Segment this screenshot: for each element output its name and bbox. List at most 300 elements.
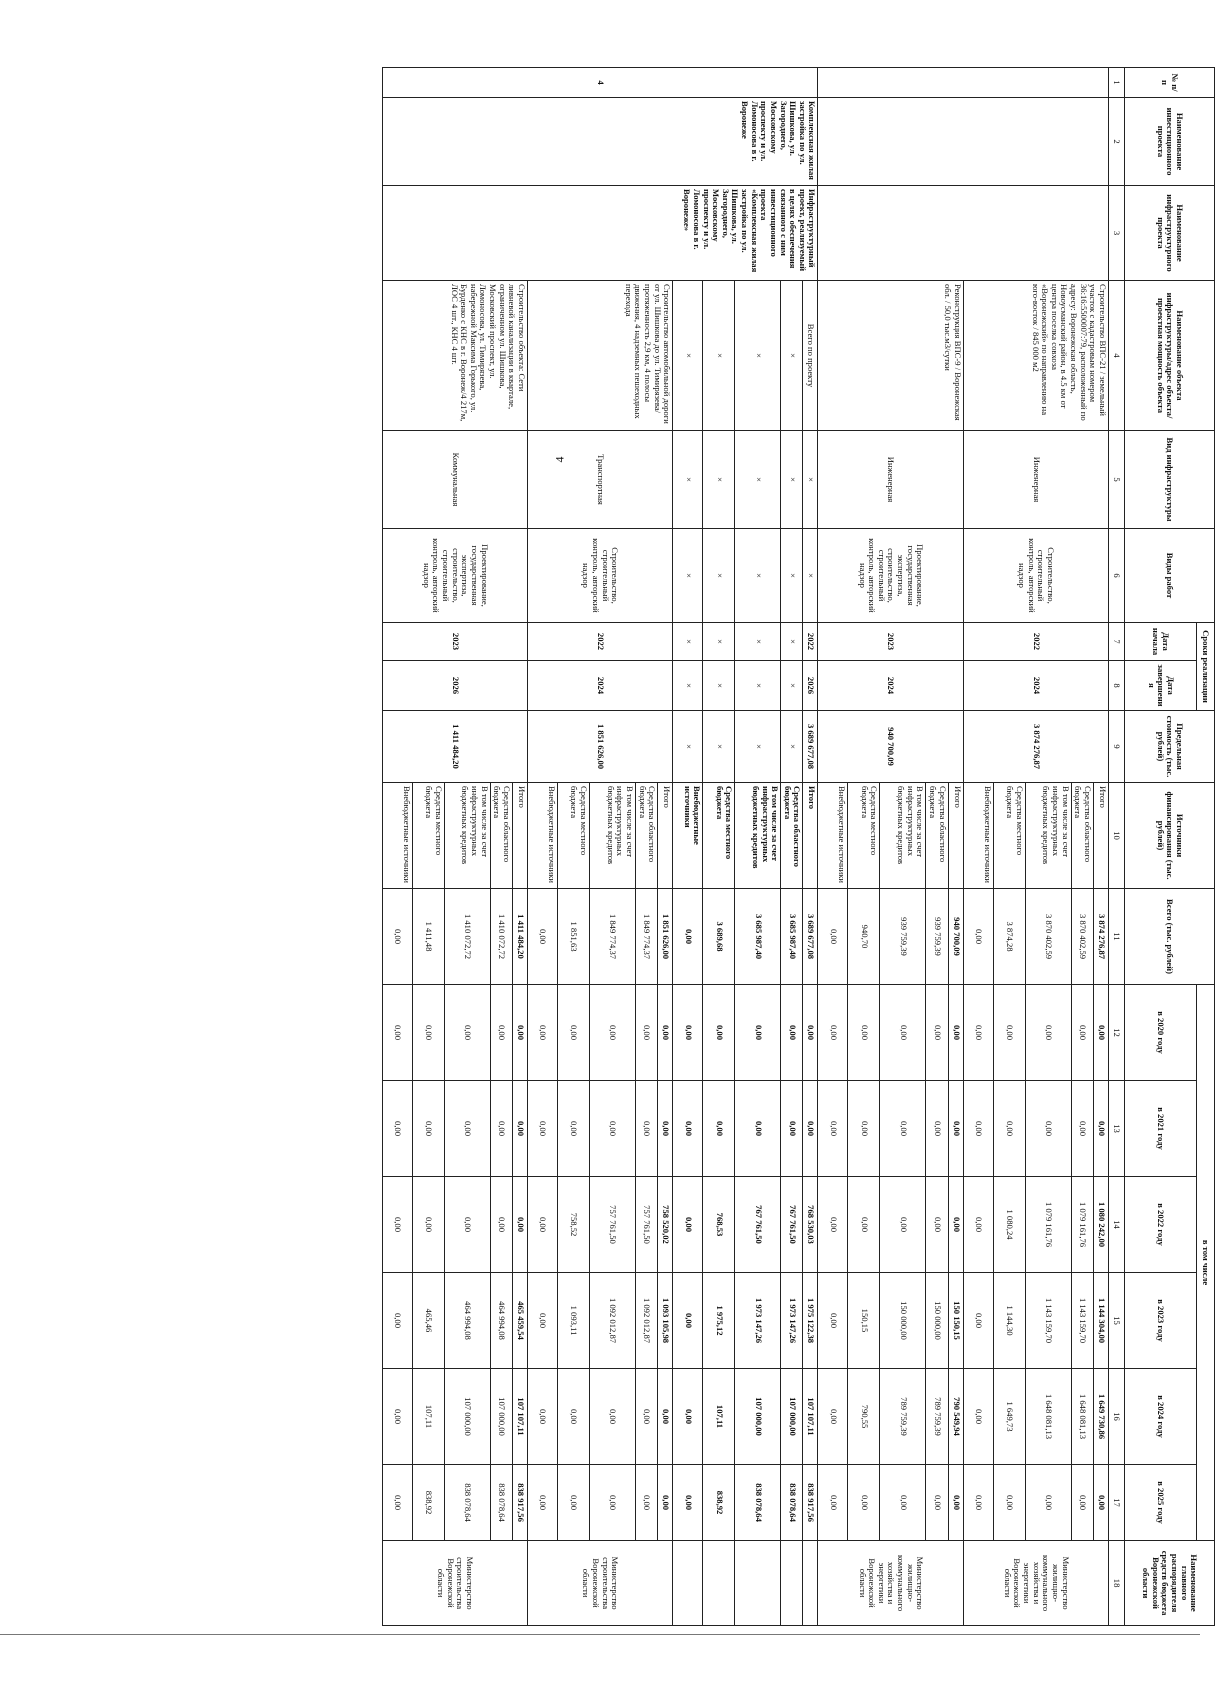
value-cell: 757 761,50 — [590, 1177, 636, 1273]
value-cell: 1 080,24 — [993, 1177, 1025, 1273]
start-date: 2023 — [818, 623, 963, 661]
value-cell: 107 107,11 — [803, 1369, 818, 1465]
value-cell: 1 143 159,70 — [1025, 1273, 1071, 1369]
limit-cost: 1 411 484,20 — [382, 711, 527, 783]
value-cell: 107,11 — [703, 1369, 735, 1465]
budget-manager: Министерство жилищно-коммунального хозяйства и энергетики Воронежской области — [818, 1541, 963, 1626]
table-row — [658, 68, 673, 1626]
object-name: Строительство объекта: Сети ливневой канализации в квартале, ограниченном ул. Шишкова, Московский проспект, ул. Ломоносова, ул. Тимирязева, набережной Максима Горького, ул. Бурденко с КНС в г. Воронеж/4 217м, ЛОС 4 шт., КНС 4 шт. — [382, 281, 527, 431]
value-cell: 107 107,11 — [513, 1369, 528, 1465]
funding-source: Средства областного бюджета — [926, 783, 948, 889]
start-date: 2022 — [963, 623, 1108, 661]
value-cell: 1 849 774,37 — [590, 889, 636, 985]
value-cell: 107,11 — [412, 1369, 444, 1465]
rotated-table-container — [32, 67, 1215, 1625]
value-cell: 0,00 — [735, 985, 781, 1081]
table-row — [781, 68, 803, 1626]
budget-manager-empty — [673, 1541, 703, 1626]
cross-mark: × — [781, 711, 803, 783]
object-name: Реконструкция ВПС-9 / Воронежская обл. / 50,0 тыс.м3/сутки — [818, 281, 963, 431]
value-cell: 1 079 161,76 — [1071, 1177, 1093, 1273]
value-cell: 768,53 — [703, 1177, 735, 1273]
value-cell: 758,52 — [558, 1177, 590, 1273]
value-cell: 0,00 — [803, 985, 818, 1081]
end-date: 2024 — [963, 661, 1108, 711]
value-cell: 0,00 — [848, 985, 880, 1081]
value-cell: 0,00 — [1071, 1465, 1093, 1541]
column-number: 16 — [1109, 1369, 1125, 1465]
header-infra-project: Наименование инфраструктурного проекта — [1125, 186, 1215, 281]
value-cell: 0,00 — [880, 1081, 926, 1177]
column-number: 18 — [1109, 1541, 1125, 1626]
value-cell: 0,00 — [490, 1177, 512, 1273]
cross-mark: × — [781, 661, 803, 711]
column-number: 12 — [1109, 985, 1125, 1081]
value-cell: 150,15 — [848, 1273, 880, 1369]
value-cell: 0,00 — [803, 1081, 818, 1177]
value-cell: 0,00 — [926, 1465, 948, 1541]
value-cell: 1 144 304,00 — [1094, 1273, 1109, 1369]
value-cell: 0,00 — [636, 985, 658, 1081]
cross-mark: × — [803, 431, 818, 529]
funding-source: В том числе за счет инфраструктурных бюджетных кредитов — [735, 783, 781, 889]
value-cell: 0,00 — [963, 985, 993, 1081]
funding-source: Средства местного бюджета — [558, 783, 590, 889]
header-works: Виды работ — [1125, 529, 1215, 623]
end-date: 2024 — [528, 661, 673, 711]
value-cell: 940 700,09 — [948, 889, 963, 985]
value-cell: 0,00 — [528, 985, 558, 1081]
value-cell: 0,00 — [558, 985, 590, 1081]
value-cell: 0,00 — [963, 1081, 993, 1177]
value-cell: 0,00 — [1094, 985, 1109, 1081]
value-cell: 3 870 402,59 — [1071, 889, 1093, 985]
value-cell: 3 870 402,59 — [1025, 889, 1071, 985]
cross-mark: × — [735, 661, 781, 711]
value-cell: 0,00 — [673, 889, 703, 985]
value-cell: 0,00 — [513, 985, 528, 1081]
works-type: Проектирование, государственная экспертиза, строительство, строительный контроль, авторский надзор — [818, 529, 963, 623]
table-row — [513, 68, 528, 1626]
end-date: 2026 — [382, 661, 527, 711]
infra-type: Коммунальная — [382, 431, 527, 529]
column-number: 1 — [1109, 68, 1125, 98]
value-cell: 0,00 — [880, 1177, 926, 1273]
infra-type: Инженерная — [818, 431, 963, 529]
cross-mark: × — [735, 281, 781, 431]
value-cell: 0,00 — [735, 1081, 781, 1177]
value-cell: 767 761,50 — [735, 1177, 781, 1273]
header-sources: Источники финансирования (тыс. рублей) — [1125, 783, 1215, 889]
funding-source: Внебюджетные источники — [963, 783, 993, 889]
value-cell: 838 078,64 — [735, 1465, 781, 1541]
value-cell: 0,00 — [513, 1177, 528, 1273]
value-cell: 0,00 — [948, 1177, 963, 1273]
header-start: Дата начала — [1125, 623, 1197, 661]
cross-mark: × — [703, 623, 735, 661]
value-cell: 0,00 — [818, 985, 848, 1081]
row-number-empty — [818, 68, 1109, 98]
value-cell: 1 092 012,87 — [590, 1273, 636, 1369]
column-number: 3 — [1109, 186, 1125, 281]
value-cell: 0,00 — [818, 889, 848, 985]
column-number: 11 — [1109, 889, 1125, 985]
value-cell: 1 144,30 — [993, 1273, 1025, 1369]
value-cell: 0,00 — [848, 1177, 880, 1273]
value-cell: 0,00 — [444, 985, 490, 1081]
value-cell: 0,00 — [382, 1273, 412, 1369]
value-cell: 0,00 — [673, 1465, 703, 1541]
column-number: 15 — [1109, 1273, 1125, 1369]
funding-source: Итого — [1094, 783, 1109, 889]
limit-cost: 1 851 626,00 — [528, 711, 673, 783]
object-name: Строительство автомобильной дороги от ул. Шишкова до ул. Тимирязева/протяженность 2,9 км, 4 полосы движения, 4 надземных пешеходных перехода — [528, 281, 673, 431]
value-cell: 0,00 — [558, 1081, 590, 1177]
cross-mark: × — [673, 431, 703, 529]
value-cell: 0,00 — [1025, 1081, 1071, 1177]
funding-source: Итого — [658, 783, 673, 889]
cross-mark: × — [781, 529, 803, 623]
cross-mark: × — [673, 281, 703, 431]
cross-mark: × — [673, 711, 703, 783]
funding-source: Средства местного бюджета — [703, 783, 735, 889]
limit-cost: 3 874 276,87 — [963, 711, 1108, 783]
value-cell: 0,00 — [880, 985, 926, 1081]
value-cell: 0,00 — [818, 1081, 848, 1177]
value-cell: 940,70 — [848, 889, 880, 985]
table-row — [735, 68, 781, 1626]
value-cell: 0,00 — [926, 1177, 948, 1273]
header-end: Дата завершения — [1125, 661, 1197, 711]
header-2023: в 2023 году — [1125, 1273, 1197, 1369]
value-cell: 0,00 — [993, 985, 1025, 1081]
value-cell: 0,00 — [658, 985, 673, 1081]
object-total: Всего по проекту — [803, 281, 818, 431]
infra-type: Транспортная — [528, 431, 673, 529]
works-type: Строительство, строительный контроль, авторский надзор — [528, 529, 673, 623]
header-including: в том числе — [1197, 985, 1215, 1541]
table-header — [1125, 68, 1215, 1626]
value-cell: 0,00 — [948, 985, 963, 1081]
column-number: 7 — [1109, 623, 1125, 661]
value-cell: 0,00 — [703, 1081, 735, 1177]
value-cell: 0,00 — [528, 1465, 558, 1541]
funding-source: Итого — [803, 783, 818, 889]
value-cell: 1 851,63 — [558, 889, 590, 985]
cross-mark: × — [735, 529, 781, 623]
value-cell: 0,00 — [1094, 1081, 1109, 1177]
value-cell: 838 078,64 — [490, 1465, 512, 1541]
value-cell: 1 411,48 — [412, 889, 444, 985]
value-cell: 1 975,12 — [703, 1273, 735, 1369]
value-cell: 0,00 — [528, 1369, 558, 1465]
value-cell: 0,00 — [444, 1081, 490, 1177]
value-cell: 0,00 — [382, 1081, 412, 1177]
value-cell: 1 648 081,13 — [1071, 1369, 1093, 1465]
value-cell: 0,00 — [848, 1465, 880, 1541]
value-cell: 757 761,50 — [636, 1177, 658, 1273]
value-cell: 0,00 — [673, 1369, 703, 1465]
column-number: 6 — [1109, 529, 1125, 623]
value-cell: 1 143 159,70 — [1071, 1273, 1093, 1369]
value-cell: 0,00 — [1025, 1465, 1071, 1541]
value-cell: 1 975 122,38 — [803, 1273, 818, 1369]
funding-source: Итого — [513, 783, 528, 889]
value-cell: 0,00 — [1094, 1465, 1109, 1541]
value-cell: 0,00 — [673, 985, 703, 1081]
value-cell: 0,00 — [1071, 1081, 1093, 1177]
cross-mark: × — [735, 711, 781, 783]
value-cell: 0,00 — [382, 1369, 412, 1465]
value-cell: 1 079 161,76 — [1025, 1177, 1071, 1273]
header-num: № п/п — [1125, 68, 1215, 98]
value-cell: 1 093 105,98 — [658, 1273, 673, 1369]
funding-source: Средства областного бюджета — [636, 783, 658, 889]
value-cell: 464 994,08 — [490, 1273, 512, 1369]
funding-source: Средства местного бюджета — [412, 783, 444, 889]
column-number: 17 — [1109, 1465, 1125, 1541]
value-cell: 0,00 — [993, 1465, 1025, 1541]
value-cell: 150 150,15 — [948, 1273, 963, 1369]
works-type: Проектирование, государственная экспертиза, строительство, строительный контроль, авторский надзор — [382, 529, 527, 623]
value-cell: 465,46 — [412, 1273, 444, 1369]
header-limit: Предельная стоимость (тыс. рублей) — [1125, 711, 1215, 783]
value-cell: 0,00 — [528, 1177, 558, 1273]
value-cell: 107 000,00 — [490, 1369, 512, 1465]
value-cell: 838 917,56 — [513, 1465, 528, 1541]
value-cell: 0,00 — [926, 985, 948, 1081]
value-cell: 0,00 — [382, 889, 412, 985]
value-cell: 0,00 — [673, 1177, 703, 1273]
value-cell: 0,00 — [528, 1273, 558, 1369]
table-body — [382, 68, 1124, 1626]
financing-table — [382, 67, 1215, 1626]
value-cell: 0,00 — [590, 1369, 636, 1465]
value-cell: 3 689,68 — [703, 889, 735, 985]
value-cell: 0,00 — [963, 1273, 993, 1369]
value-cell: 0,00 — [673, 1273, 703, 1369]
value-cell: 150 000,00 — [880, 1273, 926, 1369]
header-infra-type: Вид инфраструктуры — [1125, 431, 1215, 529]
column-numbers-row — [1109, 68, 1125, 1626]
value-cell: 3 689 677,08 — [803, 889, 818, 985]
value-cell: 0,00 — [1025, 985, 1071, 1081]
infra-project-empty — [818, 186, 1109, 281]
funding-source: В том числе за счет инфраструктурных бюджетных кредитов — [880, 783, 926, 889]
header-2022: в 2022 году — [1125, 1177, 1197, 1273]
value-cell: 0,00 — [880, 1465, 926, 1541]
value-cell: 107 000,00 — [781, 1369, 803, 1465]
value-cell: 0,00 — [781, 1081, 803, 1177]
budget-manager: Министерство строительства Воронежской области — [528, 1541, 673, 1626]
cross-mark: × — [703, 281, 735, 431]
value-cell: 0,00 — [658, 1081, 673, 1177]
value-cell: 1 851 626,00 — [658, 889, 673, 985]
value-cell: 939 759,39 — [926, 889, 948, 985]
start-date: 2022 — [803, 623, 818, 661]
header-total: Всего (тыс. рублей) — [1125, 889, 1215, 985]
column-number: 9 — [1109, 711, 1125, 783]
value-cell: 1 973 147,26 — [781, 1273, 803, 1369]
value-cell: 0,00 — [382, 985, 412, 1081]
cross-mark: × — [735, 623, 781, 661]
value-cell: 1 410 072,72 — [490, 889, 512, 985]
cross-mark: × — [673, 661, 703, 711]
value-cell: 1 411 484,20 — [513, 889, 528, 985]
budget-manager-empty — [703, 1541, 735, 1626]
value-cell: 0,00 — [513, 1081, 528, 1177]
funding-source: Внебюджетные источники — [818, 783, 848, 889]
funding-source: Средства областного бюджета — [490, 783, 512, 889]
value-cell: 0,00 — [590, 985, 636, 1081]
infra-type: Инженерная — [963, 431, 1108, 529]
value-cell: 150 000,00 — [926, 1273, 948, 1369]
cross-mark: × — [781, 623, 803, 661]
funding-source: В том числе за счет инфраструктурных бюджетных кредитов — [1025, 783, 1071, 889]
column-number: 5 — [1109, 431, 1125, 529]
value-cell: 767 761,50 — [781, 1177, 803, 1273]
funding-source: Внебюджетные источники — [673, 783, 703, 889]
funding-source: Итого — [948, 783, 963, 889]
value-cell: 0,00 — [963, 1465, 993, 1541]
value-cell: 0,00 — [818, 1465, 848, 1541]
table-row — [803, 68, 818, 1626]
value-cell: 0,00 — [703, 985, 735, 1081]
cross-mark: × — [703, 661, 735, 711]
value-cell: 0,00 — [848, 1081, 880, 1177]
value-cell: 0,00 — [926, 1081, 948, 1177]
infra-project-name: Инфраструктурный проект, реализуемый в целях обеспечения связанного с ним инвестиционного проекта «Комплексная жилая застройка по ул. Шишкова, ул. Загороднего, Московскому проспекту и ул. Ломоносова в г. Воронеже» — [382, 186, 818, 281]
value-cell: 789 759,39 — [880, 1369, 926, 1465]
value-cell: 0,00 — [636, 1081, 658, 1177]
value-cell: 0,00 — [673, 1081, 703, 1177]
table-row — [703, 68, 735, 1626]
investment-name: Комплексная жилая застройка по ул. Шишкова, ул. Загороднего, Московскому проспекту и ул. Ломоносова в г. Воронеже — [382, 98, 818, 186]
value-cell: 0,00 — [590, 1081, 636, 1177]
works-type: Строительство, строительный контроль, авторский надзор — [963, 529, 1108, 623]
cross-mark: × — [803, 529, 818, 623]
value-cell: 0,00 — [382, 1177, 412, 1273]
value-cell: 790 549,94 — [948, 1369, 963, 1465]
table-row — [1094, 68, 1109, 1626]
value-cell: 464 994,08 — [444, 1273, 490, 1369]
funding-source: Средства местного бюджета — [993, 783, 1025, 889]
limit-cost: 3 689 677,08 — [803, 711, 818, 783]
value-cell: 1 649,73 — [993, 1369, 1025, 1465]
object-name: Строительство ВПС-21 / земельный участок с кадастровым номером 36:16:5500007:79, расположенный по адресу: Воронежская область, Новоусманский район, в 4.5 км от центра поселка совхоза «Воронежский» по направлению на юго-восток / 845 000 м2 — [963, 281, 1108, 431]
cross-mark: × — [703, 529, 735, 623]
value-cell: 1 410 072,72 — [444, 889, 490, 985]
value-cell: 0,00 — [963, 1177, 993, 1273]
value-cell: 0,00 — [818, 1369, 848, 1465]
value-cell: 465 459,54 — [513, 1273, 528, 1369]
value-cell: 0,00 — [590, 1465, 636, 1541]
value-cell: 1 080 242,00 — [1094, 1177, 1109, 1273]
header-terms: Сроки реализации — [1197, 623, 1215, 711]
value-cell: 3 685 987,40 — [781, 889, 803, 985]
column-number: 4 — [1109, 281, 1125, 431]
value-cell: 0,00 — [412, 1081, 444, 1177]
value-cell: 0,00 — [1071, 985, 1093, 1081]
value-cell: 0,00 — [948, 1465, 963, 1541]
value-cell: 0,00 — [818, 1273, 848, 1369]
value-cell: 838 078,64 — [781, 1465, 803, 1541]
funding-source: В том числе за счет инфраструктурных бюджетных кредитов — [444, 783, 490, 889]
funding-source: Средства областного бюджета — [781, 783, 803, 889]
value-cell: 1 648 081,13 — [1025, 1369, 1071, 1465]
value-cell: 0,00 — [963, 889, 993, 985]
budget-manager-empty — [735, 1541, 781, 1626]
end-date: 2024 — [818, 661, 963, 711]
value-cell: 838,92 — [412, 1465, 444, 1541]
value-cell: 0,00 — [993, 1081, 1025, 1177]
budget-manager-empty — [803, 1541, 818, 1626]
value-cell: 0,00 — [658, 1369, 673, 1465]
header-2025: в 2025 году — [1125, 1465, 1197, 1541]
value-cell: 0,00 — [444, 1177, 490, 1273]
cross-mark: × — [703, 431, 735, 529]
investment-empty — [818, 98, 1109, 186]
budget-manager: Министерство жилищно-коммунального хозяйства и энергетики Воронежской области — [963, 1541, 1108, 1626]
funding-source: Средства областного бюджета — [1071, 783, 1093, 889]
value-cell: 0,00 — [558, 1369, 590, 1465]
funding-source: Средства местного бюджета — [848, 783, 880, 889]
value-cell: 0,00 — [490, 1081, 512, 1177]
value-cell: 758 520,02 — [658, 1177, 673, 1273]
value-cell: 0,00 — [528, 889, 558, 985]
value-cell: 0,00 — [818, 1177, 848, 1273]
table-row — [948, 68, 963, 1626]
value-cell: 3 685 987,40 — [735, 889, 781, 985]
value-cell: 0,00 — [528, 1081, 558, 1177]
funding-source: Внебюджетные источники — [528, 783, 558, 889]
header-2024: в 2024 году — [1125, 1369, 1197, 1465]
value-cell: 0,00 — [490, 985, 512, 1081]
value-cell: 768 530,03 — [803, 1177, 818, 1273]
funding-source: В том числе за счет инфраструктурных бюджетных кредитов — [590, 783, 636, 889]
value-cell: 0,00 — [558, 1465, 590, 1541]
header-object: Наименование объекта инфраструктуры/адрес объекта/проектная мощность объекта — [1125, 281, 1215, 431]
value-cell: 0,00 — [636, 1465, 658, 1541]
value-cell: 838,92 — [703, 1465, 735, 1541]
page-number: 4 — [552, 456, 567, 463]
value-cell: 939 759,39 — [880, 889, 926, 985]
value-cell: 0,00 — [412, 985, 444, 1081]
header-gov: Наименование главного распорядителя средств бюджета Воронежской области — [1125, 1541, 1215, 1626]
page-divider — [0, 1634, 1200, 1635]
value-cell: 0,00 — [412, 1177, 444, 1273]
value-cell: 1 649 730,86 — [1094, 1369, 1109, 1465]
column-number: 14 — [1109, 1177, 1125, 1273]
value-cell: 1 093,11 — [558, 1273, 590, 1369]
value-cell: 838 917,56 — [803, 1465, 818, 1541]
value-cell: 1 849 774,37 — [636, 889, 658, 985]
funding-source: Внебюджетные источники — [382, 783, 412, 889]
value-cell: 0,00 — [963, 1369, 993, 1465]
value-cell: 838 078,64 — [444, 1465, 490, 1541]
row-number: 4 — [382, 68, 818, 98]
value-cell: 0,00 — [781, 985, 803, 1081]
budget-manager-empty — [781, 1541, 803, 1626]
column-number: 10 — [1109, 783, 1125, 889]
start-date: 2022 — [528, 623, 673, 661]
value-cell: 0,00 — [636, 1369, 658, 1465]
cross-mark: × — [735, 431, 781, 529]
header-2021: в 2021 году — [1125, 1081, 1197, 1177]
value-cell: 0,00 — [948, 1081, 963, 1177]
column-number: 8 — [1109, 661, 1125, 711]
value-cell: 790,55 — [848, 1369, 880, 1465]
